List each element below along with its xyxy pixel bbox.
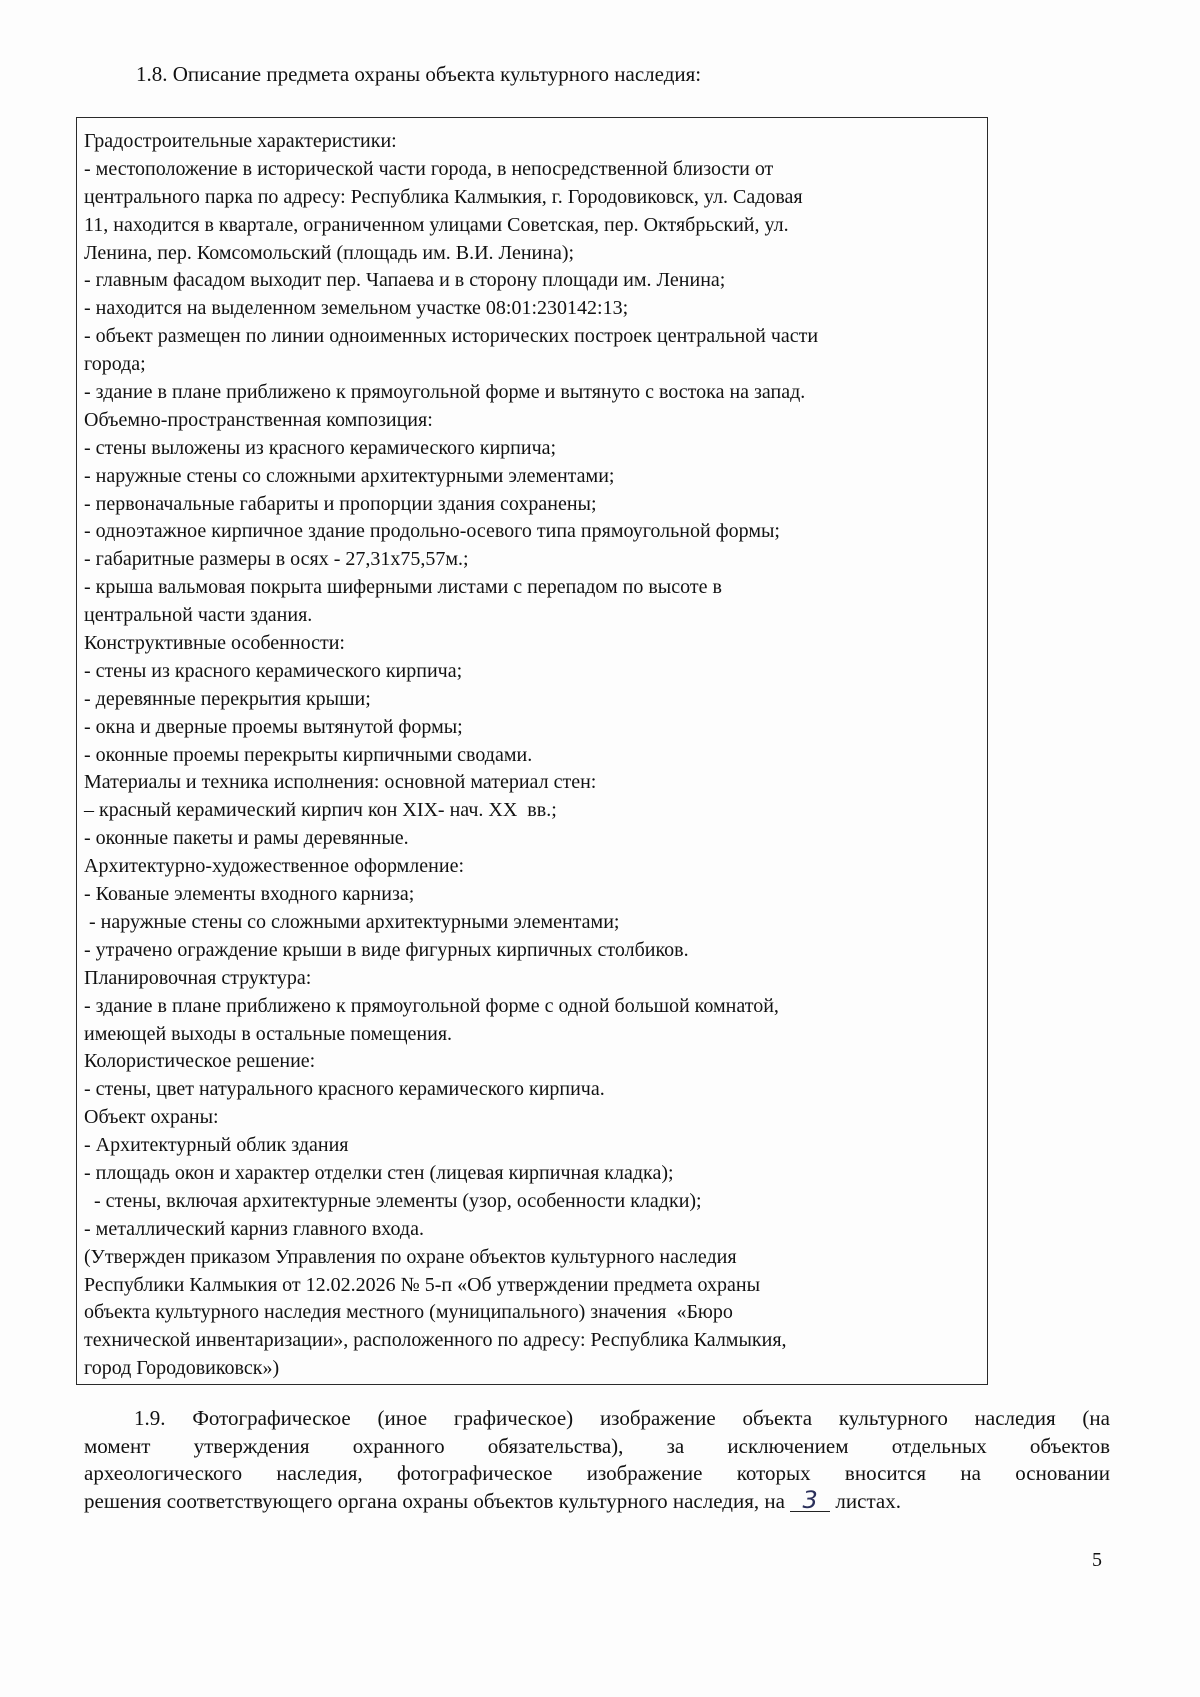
protection-subject-line: Республики Калмыкия от 12.02.2026 № 5-п «Об утверждении предмета охраны [84, 1273, 761, 1296]
protection-subject-line: - крыша вальмовая покрыта шиферными листами с перепадом по высоте в [84, 576, 722, 599]
protection-subject-line: - местоположение в исторической части города, в непосредственной близости от [84, 157, 774, 180]
section-1-9-last-line-prefix: решения соответствующего органа охраны объектов культурного наследия, на [84, 1488, 785, 1513]
protection-subject-line: Объемно-пространственная композиция: [84, 408, 433, 431]
protection-subject-line: - габаритные размеры в осях - 27,31х75,57м.; [84, 548, 469, 571]
protection-subject-line: - площадь окон и характер отделки стен (лицевая кирпичная кладка); [84, 1161, 674, 1184]
section-1-9-last-line-suffix: листах. [835, 1488, 901, 1513]
protection-subject-line: Планировочная структура: [84, 966, 312, 989]
protection-subject-line: - наружные стены со сложными архитектурными элементами; [84, 464, 615, 487]
section-1-9-line: момент утверждения охранного обязательства), за исключением отдельных объектов [84, 1433, 1110, 1458]
protection-subject-line: - оконные проемы перекрыты кирпичными сводами. [84, 743, 533, 766]
protection-subject-line: - утрачено ограждение крыши в виде фигурных кирпичных столбиков. [84, 938, 689, 961]
protection-subject-line: - металлический карниз главного входа. [84, 1217, 424, 1240]
protection-subject-line: - Кованые элементы входного карниза; [84, 883, 415, 906]
section-1-9-line: 1.9. Фотографическое (иное графическое) изображение объекта культурного наследия (на [134, 1406, 1110, 1430]
section-1-9-last-line [84, 1485, 1110, 1516]
protection-subject-line: города; [84, 353, 146, 376]
protection-subject-line: центральной части здания. [84, 604, 313, 627]
section-1-9-line: археологического наследия, фотографическое изображение которых вносится на основании [84, 1461, 1110, 1485]
protection-subject-line: имеющей выходы в остальные помещения. [84, 1022, 453, 1045]
protection-subject-line: - одноэтажное кирпичное здание продольно-осевого типа прямоугольной формы; [84, 520, 780, 543]
protection-subject-line: - стены, цвет натурального красного керамического кирпича. [84, 1078, 605, 1101]
protection-subject-line: - находится на выделенном земельном участке 08:01:230142:13; [84, 297, 629, 320]
protection-subject-text [84, 128, 980, 1383]
protection-subject-line: - оконные пакеты и рамы деревянные. [84, 827, 409, 850]
protection-subject-line: Колористическое решение: [84, 1050, 316, 1073]
page-number: 5 [1092, 1549, 1102, 1571]
section-1-8-heading: 1.8. Описание предмета охраны объекта культурного наследия: [136, 62, 702, 86]
protection-subject-line: - стены, включая архитектурные элементы (узор, особенности кладки); [84, 1189, 702, 1212]
protection-subject-line: 11, находится в квартале, ограниченном улицами Советская, пер. Октябрьский, ул. [84, 213, 789, 236]
protection-subject-line: - объект размещен по линии одноименных исторических построек центральной части [84, 325, 819, 348]
protection-subject-line: - Архитектурный облик здания [84, 1134, 349, 1157]
protection-subject-line: центрального парка по адресу: Республика Калмыкия, г. Городовиковск, ул. Садовая [84, 185, 803, 208]
protection-subject-line: – красный керамический кирпич кон XIX- нач. XX вв.; [84, 799, 557, 822]
protection-subject-line: - главным фасадом выходит пер. Чапаева и в сторону площади им. Ленина; [84, 269, 726, 292]
protection-subject-line: Конструктивные особенности: [84, 632, 345, 655]
protection-subject-line: (Утвержден приказом Управления по охране объектов культурного наследия [84, 1245, 737, 1268]
protection-subject-line: объекта культурного наследия местного (муниципального) значения «Бюро [84, 1301, 733, 1324]
protection-subject-line: технической инвентаризации», расположенного по адресу: Республика Калмыкия, [84, 1329, 787, 1352]
protection-subject-line: Архитектурно-художественное оформление: [84, 855, 464, 878]
protection-subject-line: Ленина, пер. Комсомольский (площадь им. В.И. Ленина); [84, 241, 575, 264]
protection-subject-line: - стены из красного керамического кирпича; [84, 659, 463, 682]
handwritten-sheet-count: 3 [790, 1489, 830, 1512]
protection-subject-line: - первоначальные габариты и пропорции здания сохранены; [84, 492, 597, 515]
protection-subject-line: Материалы и техника исполнения: основной материал стен: [84, 771, 597, 794]
protection-subject-box [76, 117, 988, 1385]
protection-subject-line: - деревянные перекрытия крыши; [84, 687, 371, 710]
protection-subject-line: - здание в плане приближено к прямоугольной форме и вытянуто с востока на запад. [84, 381, 806, 404]
section-1-9 [84, 1405, 1110, 1515]
protection-subject-line: - окна и дверные проемы вытянутой формы; [84, 715, 463, 738]
protection-subject-line: город Городовиковск») [84, 1357, 280, 1380]
protection-subject-line: - наружные стены со сложными архитектурными элементами; [84, 910, 620, 933]
protection-subject-line: Градостроительные характеристики: [84, 130, 397, 152]
protection-subject-line: - здание в плане приближено к прямоугольной форме с одной большой комнатой, [84, 994, 779, 1017]
protection-subject-line: - стены выложены из красного керамического кирпича; [84, 436, 557, 459]
protection-subject-line: Объект охраны: [84, 1106, 219, 1129]
